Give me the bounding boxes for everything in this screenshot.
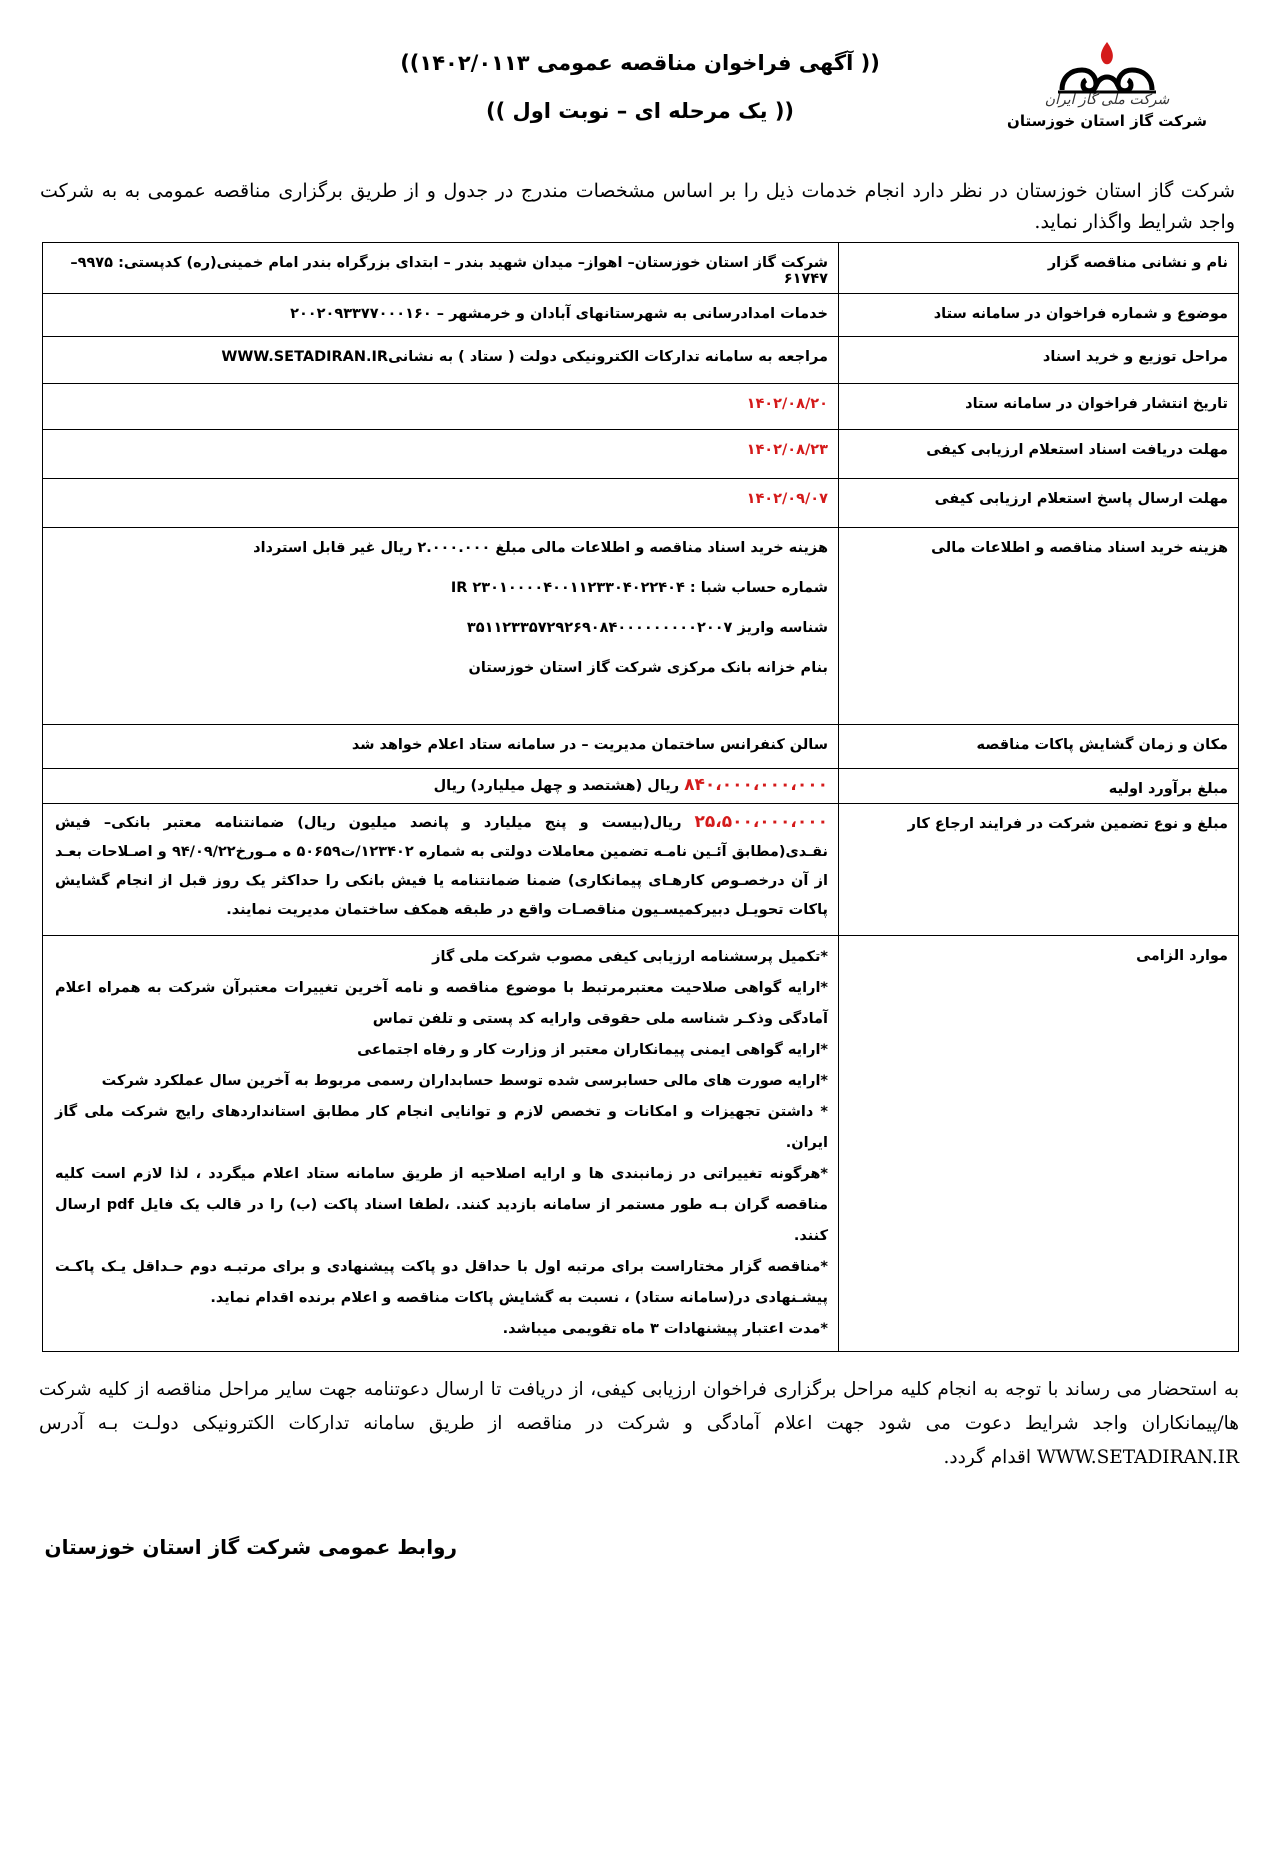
notice-subtitle: (( یک مرحله ای – نوبت اول )) [485,99,795,123]
header [0,40,1277,160]
notice-title: (( آگهی فراخوان مناقصه عمومی ۱۴۰۲/۰۱۱۳)) [400,51,880,75]
closing-paragraph: به استحضار می رساند با توجه به انجام کلیه مراحل برگزاری فراخوان ارزیابی کیفی، از دریافت تا ارسال دعوتنامه جهت سایر مراحل مناقصه از کلیه شرکت ها/پیمانکاران واجد شرایط دعوت می شود جهت اعلام آمادگی و شرکت در مناقصه از طریق سامانه تدارکات الکترونیکی دولـت بـه آدرس WWW.SETADIRAN.IR اقدام گردد. [39,1379,1239,1468]
table-row-opening [43,725,1239,769]
row-label: مهلت ارسال پاسخ استعلام ارزیابی کیفی [839,479,1239,528]
requirement-item: * داشتن تجهیزات و امکانات و تخصص لازم و توانایی انجام کار مطابق استانداردهای رایج شرکت ملی گاز ایران. [55,1104,828,1151]
deposit-id: شناسه واریز ۳۵۱۱۲۳۳۵۷۲۹۲۶۹۰۸۴۰۰۰۰۰۰۰۰۰۲۰۰۷ [466,620,828,636]
estimate-amount: ۸۴۰،۰۰۰،۰۰۰،۰۰۰ [684,775,828,795]
row-label: موارد الزامی [839,936,1239,1352]
row-label: تاریخ انتشار فراخوان در سامانه ستاد [839,384,1239,430]
sheba-account: شماره حساب شبا : IR ۲۳۰۱۰۰۰۰۴۰۰۱۱۲۳۳۰۴۰۲۲۴۰۴ [450,580,828,596]
row-label: مبلغ و نوع تضمین شرکت در فرایند ارجاع کار [839,804,1239,936]
table-row-guarantee [43,804,1239,936]
table-row-send-deadline [43,479,1239,528]
table-row-distribution [43,337,1239,384]
publish-date-value: ۱۴۰۲/۰۸/۲۰ [43,384,839,430]
table-row-publish-date [43,384,1239,430]
row-value: مراجعه به سامانه تدارکات الکترونیکی دولت ( ستاد ) به نشانیWWW.SETADIRAN.IR [43,337,839,384]
requirement-item: *ارایه صورت های مالی حسابرسی شده توسط حسابداران رسمی مربوط به آخرین سال عملکرد شرکت [101,1073,828,1089]
requirement-item: *ارایه گواهی ایمنی پیمانکاران معتبر از وزارت کار و رفاه اجتماعی [357,1042,828,1058]
estimate-cell [43,769,839,804]
requirement-item: *مناقصه گزار مختاراست برای مرتبه اول با حداقل دو پاکت پیشنهادی و برای مرتبـه دوم حـداقل یـک پاکـت پیشـنهادی در(سامانه ستاد) ، نسبت به گشایش پاکات مناقصه و اعلام برنده اقدام نماید. [55,1259,828,1306]
gas-company-logo-icon [1052,40,1162,96]
requirement-item: *مدت اعتبار پیشنهادات ۳ ماه تقویمی میباشد. [502,1321,828,1337]
guarantee-cell [43,804,839,936]
table-row-subject [43,294,1239,337]
requirement-item: *تکمیل پرسشنامه ارزیابی کیفی مصوب شرکت ملی گاز [432,949,828,965]
company-name: شرکت گاز استان خوزستان [1007,112,1207,130]
send-deadline-value: ۱۴۰۲/۰۹/۰۷ [43,479,839,528]
row-value: سالن کنفرانس ساختمان مدیریت – در سامانه ستاد اعلام خواهد شد [43,725,839,769]
guarantee-amount: ۲۵،۵۰۰،۰۰۰،۰۰۰ [694,812,828,832]
table-row-purchase-cost [43,528,1239,725]
row-value: شرکت گاز استان خوزستان– اهواز– میدان شهید بندر – ابتدای بزرگراه بندر امام خمینی(ره) کدپستی: ۹۹۷۵– ۶۱۷۴۷ [43,243,839,294]
requirements-cell [43,936,839,1352]
row-label: نام و نشانی مناقصه گزار [839,243,1239,294]
table-row-estimate [43,769,1239,804]
intro-paragraph: شرکت گاز استان خوزستان در نظر دارد انجام خدمات ذیل را بر اساس مشخصات مندرج در جدول و از طریق برگزاری مناقصه عمومی به به شرکت واجد شرایط واگذار نماید. [40,180,1235,233]
purchase-cost-cell [43,528,839,725]
row-label: موضوع و شماره فراخوان در سامانه ستاد [839,294,1239,337]
row-label: مهلت دریافت اسناد استعلام ارزیابی کیفی [839,430,1239,479]
estimate-text: ریال (هشتصد و چهل میلیارد) ریال [433,778,685,794]
guarantee-text: ریال(بیست و پنج میلیارد و پانصد میلیون ریال) ضمانتنامه معتبر بانکی– فیش نقـدی(مطابق آئـین نامـه تضمین معاملات دولتی به شماره ۱۲۳۴۰۲/ت۵۰۶۵۹ ه مـورخ۹۴/۰۹/۲۲ و اصـلاحات بعـد از آن درخصـوص کارهـای پیمانکاری) ضمنا ضمانتنامه یا فیش بانکی را حداکثر یک روز قبل از انجام گشایش پاکات تحویـل دبیرکمیسـیون مناقصـات واقع در طبقه همکف ساختمان مدیریت نمایند. [55,815,828,918]
row-label: هزینه خرید اسناد مناقصه و اطلاعات مالی [839,528,1239,725]
table-row-receive-deadline [43,430,1239,479]
requirement-item: *هرگونه تغییراتی در زمانبندی ها و ارایه اصلاحیه از طریق سامانه ستاد اعلام میگردد ، لذا لازم است کلیه مناقصه گران بـه طور مستمر از سامانه بازدید کنند. ،لطفا اسناد پاکت (ب) را در قالب یک فایل pdf ارسال کنند. [55,1166,828,1244]
public-relations-signature: روابط عمومی شرکت گاز استان خوزستان [44,1535,457,1559]
requirement-item: *ارایه گواهی صلاحیت معتبرمرتبط با موضوع مناقصه و نامه آخرین تغییرات معتبرآن شرکت به همراه اعلام آمادگی وذکـر شناسه ملی حقوقی وارایه کد پستی و تلفن تماس [55,980,828,1027]
notice-title-block [400,46,880,128]
table-row-requirements [43,936,1239,1352]
row-value: خدمات امدادرسانی به شهرستانهای آبادان و خرمشهر – ۲۰۰۲۰۹۳۳۷۷۰۰۰۱۶۰ [43,294,839,337]
row-label: مکان و زمان گشایش پاکات مناقصه [839,725,1239,769]
logo-wordmark: شرکت ملی گاز ایران [1044,92,1170,108]
row-label: مبلغ برآورد اولیه [839,769,1239,804]
receive-deadline-value: ۱۴۰۲/۰۸/۲۳ [43,430,839,479]
table-row-owner [43,243,1239,294]
tender-details-table [42,242,1239,1352]
row-label: مراحل توزیع و خرید اسناد [839,337,1239,384]
purchase-cost-amount: هزینه خرید اسناد مناقصه و اطلاعات مالی مبلغ ۲.۰۰۰.۰۰۰ ریال غیر قابل استرداد [253,540,828,556]
company-logo [1007,40,1207,150]
treasury-name: بنام خزانه بانک مرکزی شرکت گاز استان خوزستان [468,660,828,676]
